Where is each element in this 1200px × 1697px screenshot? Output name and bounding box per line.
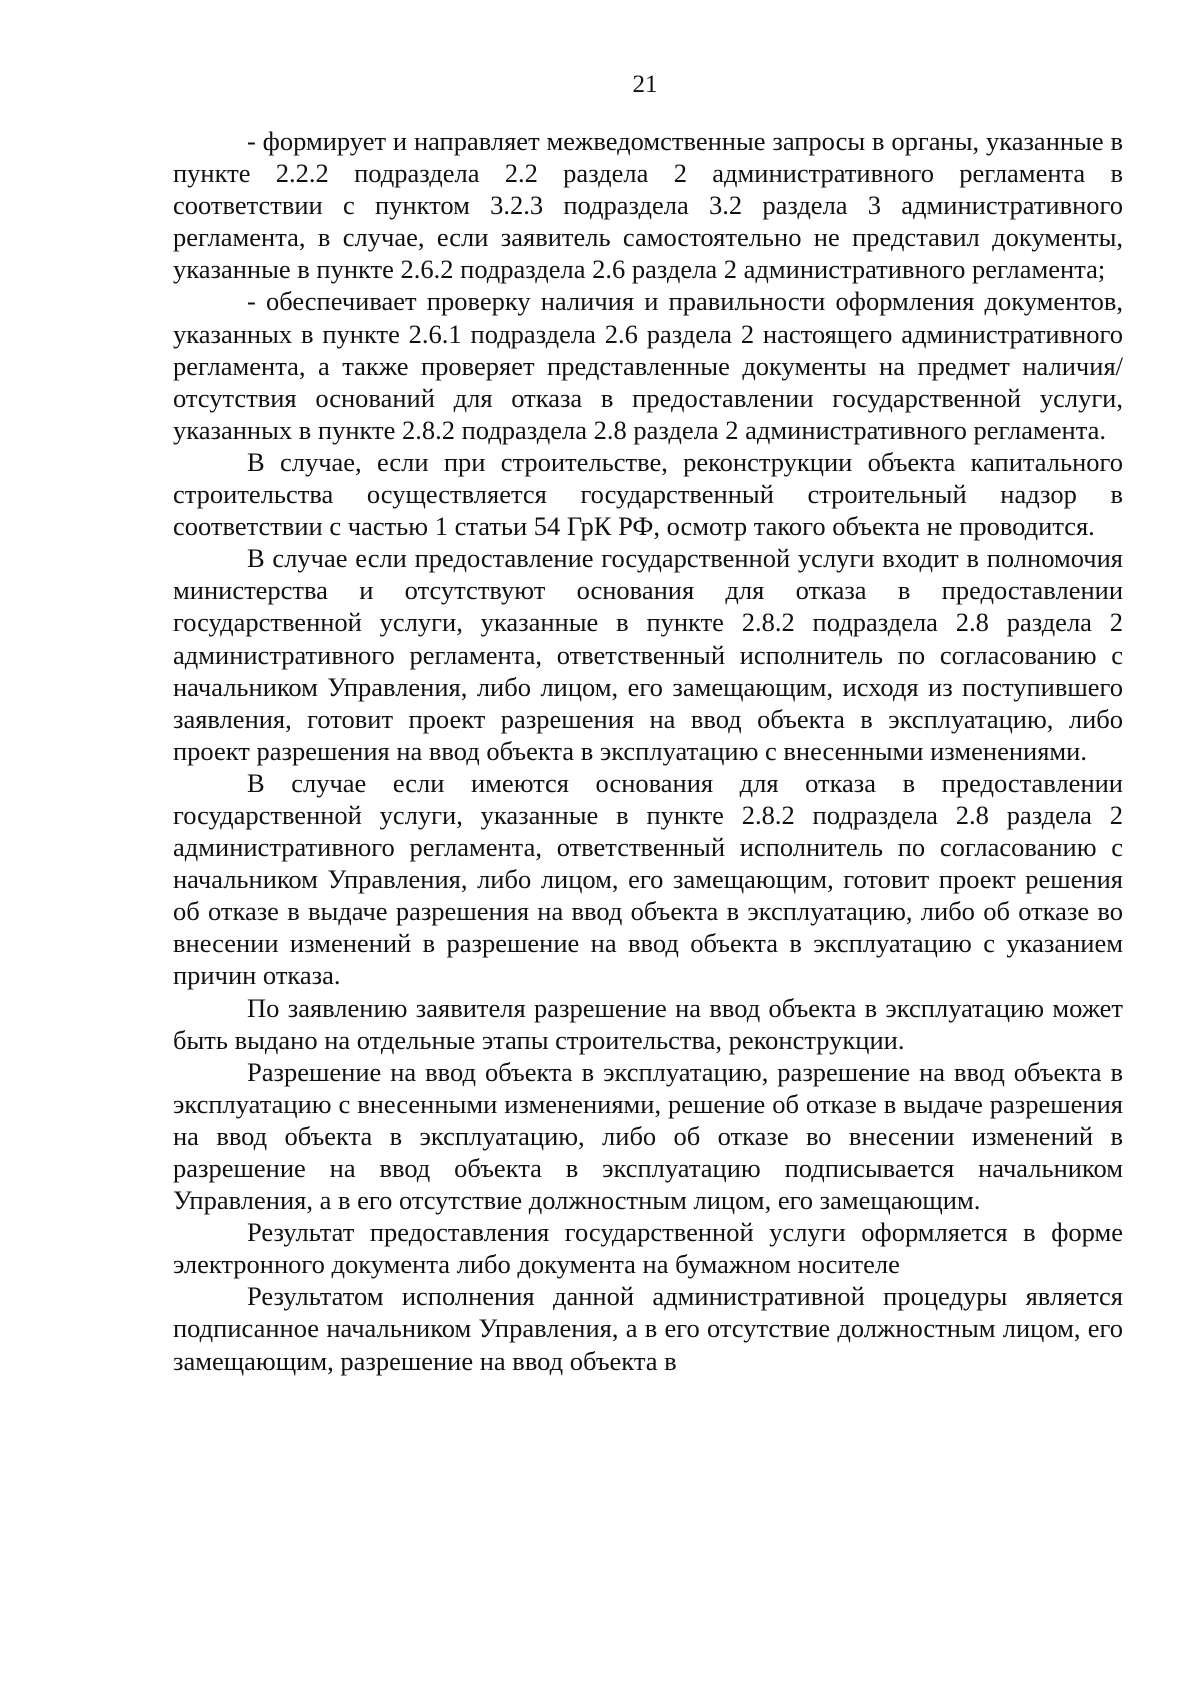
paragraph-6: По заявлению заявителя разрешение на ввод объекта в эксплуатацию может быть выдано на отдельные этапы строительства, реконструкции. xyxy=(173,992,1123,1055)
paragraph-9: Результатом исполнения данной административной процедуры является подписанное начальником Управления, а в его отсутствие должностным лицом, его замещающим, разрешение на ввод объекта в xyxy=(173,1281,1123,1376)
page-number: 21 xyxy=(632,71,658,98)
paragraph-7: Разрешение на ввод объекта в эксплуатацию, разрешение на ввод объекта в эксплуатацию с внесенными изменениями, решение об отказе в выдаче разрешения на ввод объекта в эксплуатацию, либо об отказе во внесении изменений в разрешение на ввод объекта в эксплуатацию подписывается начальником Управления, а в его отсутствие должностным лицом, его замещающим. xyxy=(173,1056,1123,1216)
paragraph-2: - обеспечивает проверку наличия и правильности оформления документов, указанных в пункте 2.6.1 подраздела 2.6 раздела 2 настоящего административного регламента, а также проверяет представленные документы на предмет наличия/отсутствия оснований для отказа в предоставлении государственной услуги, указанных в пункте 2.8.2 подраздела 2.8 раздела 2 административного регламента. xyxy=(173,286,1123,445)
document-body xyxy=(173,125,1123,1377)
paragraph-1: - формирует и направляет межведомственные запросы в органы, указанные в пункте 2.2.2 подраздела 2.2 раздела 2 административного регламента в соответствии с пунктом 3.2.3 подраздела 3.2 раздела 3 административного регламента, в случае, если заявитель самостоятельно не представил документы, указанные в пункте 2.6.2 подраздела 2.6 раздела 2 административного регламента; xyxy=(173,126,1123,285)
paragraph-3: В случае, если при строительстве, реконструкции объекта капитального строительства осуществляется государственный строительный надзор в соответствии с частью 1 статьи 54 ГрК РФ, осмотр такого объекта не проводится. xyxy=(173,446,1123,542)
paragraph-5: В случае если имеются основания для отказа в предоставлении государственной услуги, указанные в пункте 2.8.2 подраздела 2.8 раздела 2 административного регламента, ответственный исполнитель по согласованию с начальником Управления, либо лицом, его замещающим, готовит проект решения об отказе в выдаче разрешения на ввод объекта в эксплуатацию, либо об отказе во внесении изменений в разрешение на ввод объекта в эксплуатацию с указанием причин отказа. xyxy=(173,767,1123,991)
paragraph-8: Результат предоставления государственной услуги оформляется в форме электронного документа либо документа на бумажном носителе xyxy=(173,1217,1123,1280)
paragraph-4: В случае если предоставление государственной услуги входит в полномочия министерства и отсутствуют основания для отказа в предоставлении государственной услуги, указанные в пункте 2.8.2 подраздела 2.8 раздела 2 административного регламента, ответственный исполнитель по согласованию с начальником Управления, либо лицом, его замещающим, исходя из поступившего заявления, готовит проект разрешения на ввод объекта в эксплуатацию, либо проект разрешения на ввод объекта в эксплуатацию с внесенными изменениями. xyxy=(173,543,1123,766)
